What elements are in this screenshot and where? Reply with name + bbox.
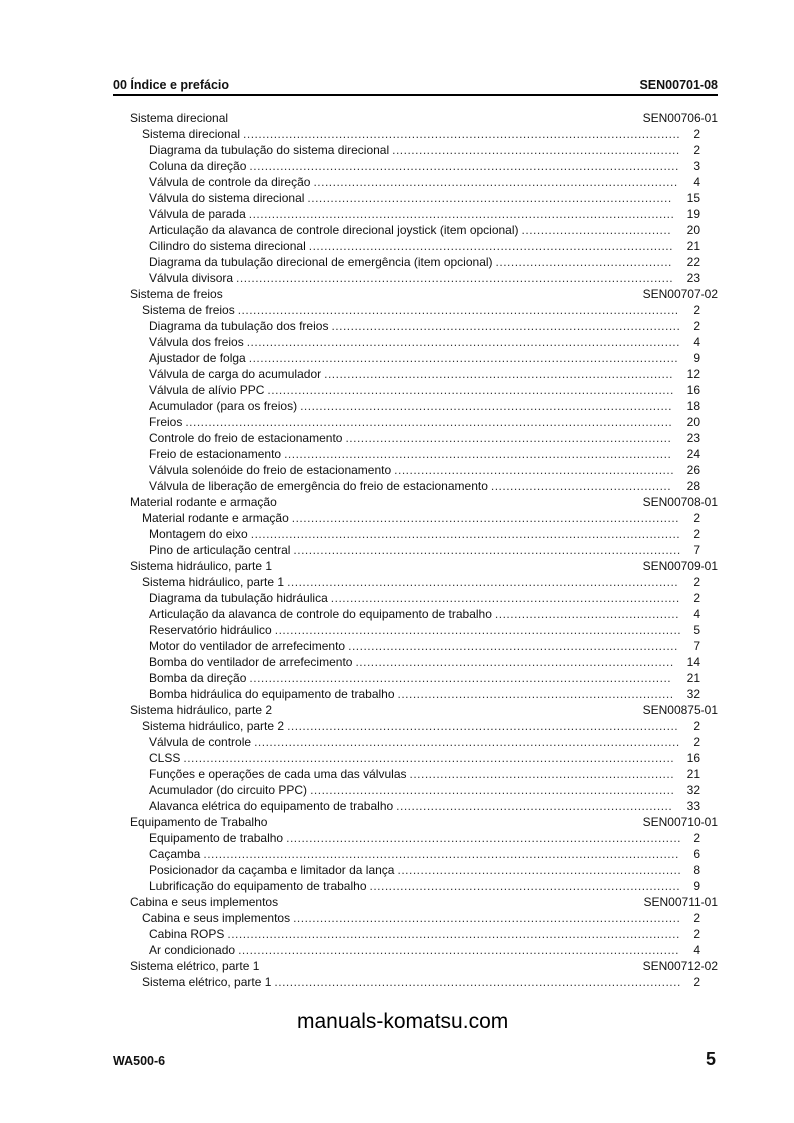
toc-page-number: 2 [693,735,700,749]
toc-entry[interactable] [149,318,700,334]
toc-entry-title: Equipamento de trabalho [149,831,284,845]
dot-leader: ....................................................................................................... [286,831,682,845]
dot-leader: ......................................................................... [394,463,675,477]
toc-entry[interactable] [149,654,700,670]
toc-entry[interactable] [149,670,700,686]
toc-page-number: 23 [686,271,700,285]
toc-entry[interactable] [149,206,700,222]
dot-leader: ............................................................................................................... [254,735,680,749]
toc-section-code: SEN00712-02 [642,959,718,973]
dot-leader: ............................................................................................... [310,783,675,797]
toc-section[interactable] [130,286,718,302]
toc-entry-title: Válvula solenóide do freio de estacionamento [149,463,392,477]
toc-entry[interactable] [149,158,700,174]
toc-page-number: 4 [693,335,700,349]
toc-entry-title: Diagrama da tubulação do sistema direcional [149,143,390,157]
toc-entry[interactable] [149,254,700,270]
dot-leader: ............................................................................................... [307,191,672,205]
toc-entry[interactable] [142,126,700,142]
toc-page-number: 21 [686,671,700,685]
toc-entry[interactable] [149,686,700,702]
toc-entry-title: Caçamba [149,847,201,861]
toc-entry-title: Bomba da direção [149,671,247,685]
toc-entry[interactable] [149,878,700,894]
dot-leader: ................................................................................................. [300,399,672,413]
toc-section[interactable] [130,894,718,910]
toc-page-number: 16 [686,751,700,765]
dot-leader: ........................................................................ [397,687,674,701]
toc-page-number: 22 [686,255,700,269]
dot-leader: .................................................................................................................. [243,127,681,141]
toc-entry-title: Válvula do sistema direcional [149,191,305,205]
toc-entry-title: Articulação da alavanca de controle do equipamento de trabalho [149,607,492,621]
toc-entry-title: Articulação da alavanca de controle direcional joystick (item opcional) [149,223,519,237]
toc-page-number: 6 [693,847,700,861]
toc-entry[interactable] [149,734,700,750]
toc-entry-title: Motor do ventilador de arrefecimento [149,639,346,653]
toc-page-number: 19 [686,207,700,221]
toc-entry-title: Válvula de controle da direção [149,175,311,189]
toc-entry-title: Freio de estacionamento [149,447,282,461]
toc-entry[interactable] [149,830,700,846]
footer-model: WA500-6 [113,1054,166,1068]
toc-entry[interactable] [149,638,700,654]
toc-page-number: 20 [686,415,700,429]
toc-page-number: 12 [686,367,700,381]
toc-entry-title: Sistema de freios [142,303,235,317]
dot-leader: ........................................................................... [392,143,680,157]
toc-entry[interactable] [149,942,700,958]
toc-section-code: SEN00706-01 [642,111,718,125]
dot-leader: ................................................................................................................................ [183,751,675,765]
toc-entry[interactable] [149,926,700,942]
toc-entry[interactable] [149,590,700,606]
toc-entry[interactable] [149,350,700,366]
dot-leader: ................................................................................... [355,655,674,669]
page-header [113,78,718,96]
dot-leader: ..................................................................................................... [293,543,681,557]
dot-leader: ............................................................................................... [313,175,678,189]
toc-page-number: 21 [686,767,700,781]
dot-leader: ...................................................................................... [348,639,678,653]
dot-leader: ........................................................................................... [331,319,681,333]
toc-entry-title: Acumulador (para os freios) [149,399,298,413]
toc-entry[interactable] [149,526,700,542]
toc-page-number: 16 [686,383,700,397]
section-title: 00 Índice e prefácio [113,78,230,92]
toc-entry-title: Cabina ROPS [149,927,225,941]
dot-leader: ........................................................................................... [324,367,674,381]
dot-leader: ............................................................................................... [308,239,673,253]
toc-entry[interactable] [149,846,700,862]
toc-page-number: 14 [686,655,700,669]
toc-entry-title: Sistema elétrico, parte 1 [130,959,260,973]
toc-entry[interactable] [149,398,700,414]
toc-entry-title: Lubrificação do equipamento de trabalho [149,879,367,893]
toc-page-number: 7 [693,639,700,653]
toc-entry-title: Válvula de liberação de emergência do freio de estacionamento [149,479,488,493]
toc-page-number: 15 [686,191,700,205]
toc-entry-title: Freios [149,415,183,429]
toc-entry-title: Controle do freio de estacionamento [149,431,343,445]
toc-entry[interactable] [142,302,700,318]
dot-leader: ................................................................................................................ [248,351,679,365]
toc-entry[interactable] [149,542,700,558]
toc-entry-title: Sistema hidráulico, parte 2 [130,703,273,717]
toc-entry[interactable] [149,478,700,494]
toc-entry-title: Acumulador (do circuito PPC) [149,783,308,797]
toc-page-number: 2 [693,527,700,541]
toc-entry[interactable] [149,270,700,286]
dot-leader: ............................................... [490,479,672,493]
toc-section[interactable] [130,814,718,830]
toc-entry-title: Pino de articulação central [149,543,291,557]
toc-page-number: 2 [693,831,700,845]
toc-entry-title: Cilindro do sistema direcional [149,239,306,253]
toc-entry[interactable] [149,862,700,878]
toc-entry[interactable] [149,782,700,798]
toc-page-number: 2 [693,975,700,989]
toc-entry-title: Equipamento de Trabalho [130,815,268,829]
document-code: SEN00701-08 [639,78,718,92]
toc-entry-title: Válvula de carga do acumulador [149,367,322,381]
dot-leader: ................................................ [494,607,679,621]
toc-page-number: 21 [686,239,700,253]
toc-entry-title: Sistema hidráulico, parte 1 [142,575,285,589]
toc-section-code: SEN00711-01 [643,895,718,909]
toc-entry-title: Diagrama da tubulação direcional de emergência (item opcional) [149,255,493,269]
toc-page-number: 2 [693,511,700,525]
toc-page-number: 5 [693,623,700,637]
dot-leader: ..................................................................................... [345,431,672,445]
toc-entry-title: Válvula dos freios [149,335,244,349]
toc-page-number: 2 [693,319,700,333]
toc-entry-title: Material rodante e armação [142,511,289,525]
toc-page-number: 2 [693,927,700,941]
toc-entry[interactable] [149,222,700,238]
toc-page-number: 7 [693,543,700,557]
toc-entry-title: Válvula de controle [149,735,252,749]
toc-page-number: 9 [693,351,700,365]
toc-page-number: 2 [693,591,700,605]
toc-entry-title: Alavanca elétrica do equipamento de trabalho [149,799,394,813]
toc-entry[interactable] [142,574,700,590]
toc-entry-title: Sistema de freios [130,287,223,301]
toc-section-code: SEN00708-01 [642,495,718,509]
toc-page-number: 23 [686,431,700,445]
toc-section[interactable] [130,558,718,574]
toc-entry[interactable] [149,238,700,254]
toc-section-code: SEN00709-01 [642,559,718,573]
toc-entry-title: Sistema direcional [130,111,229,125]
toc-entry-title: Material rodante e armação [130,495,277,509]
dot-leader: ........................................................................ [396,799,673,813]
toc-page-number: 2 [693,127,700,141]
dot-leader: ................................................................................................................... [237,303,679,317]
toc-section[interactable] [130,958,718,974]
toc-page-number: 4 [693,607,700,621]
toc-page-number: 4 [693,943,700,957]
toc-entry-title: Cabina e seus implementos [130,895,279,909]
toc-entry[interactable] [149,766,700,782]
toc-entry[interactable] [142,510,700,526]
toc-page-number: 33 [686,799,700,813]
toc-entry[interactable] [149,622,700,638]
toc-page-number: 2 [693,575,700,589]
toc-entry-title: Posicionador da caçamba e limitador da lança [149,863,395,877]
dot-leader: ................................................................................................................. [246,335,680,349]
dot-leader: ................................................................................................................ [249,159,679,173]
dot-leader: ............................................................................................................... [248,207,675,221]
toc-page-number: 8 [693,863,700,877]
dot-leader: .......................................................................... [397,863,682,877]
toc-page-number: 2 [693,911,700,925]
toc-entry[interactable] [149,462,700,478]
dot-leader: ..................................................................................................... [291,511,679,525]
toc-page-number: 9 [693,879,700,893]
toc-entry[interactable] [142,910,700,926]
toc-entry-title: Cabina e seus implementos [142,911,291,925]
dot-leader: .............................................................................................................. [249,671,672,685]
toc-entry[interactable] [149,798,700,814]
toc-page-number: 18 [686,399,700,413]
toc-entry-title: Ajustador de folga [149,351,246,365]
dot-leader: ................................................................................................................ [250,527,681,541]
toc-page-number: 3 [693,159,700,173]
dot-leader: ........................................................................................... [330,591,680,605]
dot-leader: ...................................................................................................................... [227,927,680,941]
toc-entry-title: Sistema elétrico, parte 1 [142,975,272,989]
toc-entry-title: Diagrama da tubulação dos freios [149,319,329,333]
dot-leader: ....................................... [521,223,672,237]
dot-leader: .......................................................................................................... [274,975,681,989]
toc-entry[interactable] [149,430,700,446]
toc-entry[interactable] [149,334,700,350]
toc-entry[interactable] [142,718,700,734]
toc-section[interactable] [130,702,718,718]
toc-entry-title: Bomba hidráulica do equipamento de trabalho [149,687,395,701]
toc-entry-title: Bomba do ventilador de arrefecimento [149,655,353,669]
toc-page-number: 24 [686,447,700,461]
toc-entry-title: Válvula de parada [149,207,246,221]
toc-entry[interactable] [149,190,700,206]
toc-entry-title: Válvula de alívio PPC [149,383,265,397]
toc-entry-title: Montagem do eixo [149,527,248,541]
toc-page-number: 32 [686,783,700,797]
dot-leader: ..................................................................... [409,767,675,781]
dot-leader: ...................................................................................................... [287,719,679,733]
toc-section-code: SEN00707-02 [642,287,718,301]
toc-entry[interactable] [149,382,700,398]
toc-entry-title: Sistema direcional [142,127,241,141]
dot-leader: .......................................................................................................... [267,383,674,397]
toc-entry[interactable] [149,174,700,190]
toc-page-number: 2 [693,719,700,733]
toc-entry-title: Coluna da direção [149,159,247,173]
toc-section[interactable] [130,494,718,510]
toc-entry[interactable] [142,974,700,990]
watermark: manuals-komatsu.com [297,1010,509,1033]
toc-page-number: 20 [686,223,700,237]
dot-leader: .................................................................................................................. [236,271,674,285]
toc-entry-title: Ar condicionado [149,943,236,957]
toc-entry[interactable] [149,366,700,382]
dot-leader: ..................................................................................................... [284,447,672,461]
toc-entry-title: Diagrama da tubulação hidráulica [149,591,328,605]
toc-entry-title: Sistema hidráulico, parte 2 [142,719,285,733]
toc-page-number: 26 [686,463,700,477]
toc-entry[interactable] [149,750,700,766]
toc-page-number: 2 [693,143,700,157]
dot-leader: ............................................................................................................................ [203,847,679,861]
toc-entry[interactable] [149,446,700,462]
toc-entry-title: CLSS [149,751,181,765]
toc-page-number: 4 [693,175,700,189]
footer-page-number: 5 [705,1049,716,1069]
dot-leader: .......................................................................................................... [274,623,682,637]
dot-leader: ...................................................................................................... [287,575,679,589]
toc-page-number: 2 [693,303,700,317]
dot-leader: ..................................................................................................... [293,911,681,925]
dot-leader: ............................................................................................................................... [185,415,673,429]
toc-section-code: SEN00710-01 [642,815,718,829]
toc-section-code: SEN00875-01 [642,703,718,717]
toc-entry[interactable] [149,606,700,622]
toc-entry-title: Reservatório hidráulico [149,623,272,637]
toc-entry-title: Válvula divisora [149,271,234,285]
toc-entry[interactable] [149,414,700,430]
toc-entry-title: Sistema hidráulico, parte 1 [130,559,273,573]
toc-entry[interactable] [149,142,700,158]
dot-leader: ................................................................................. [369,879,681,893]
toc-page-number: 28 [686,479,700,493]
dot-leader: .............................................. [495,255,672,269]
toc-entry-title: Funções e operações de cada uma das válvulas [149,767,407,781]
toc-page-number: 32 [686,687,700,701]
dot-leader: ................................................................................................................... [238,943,679,957]
toc-section[interactable] [130,110,718,126]
